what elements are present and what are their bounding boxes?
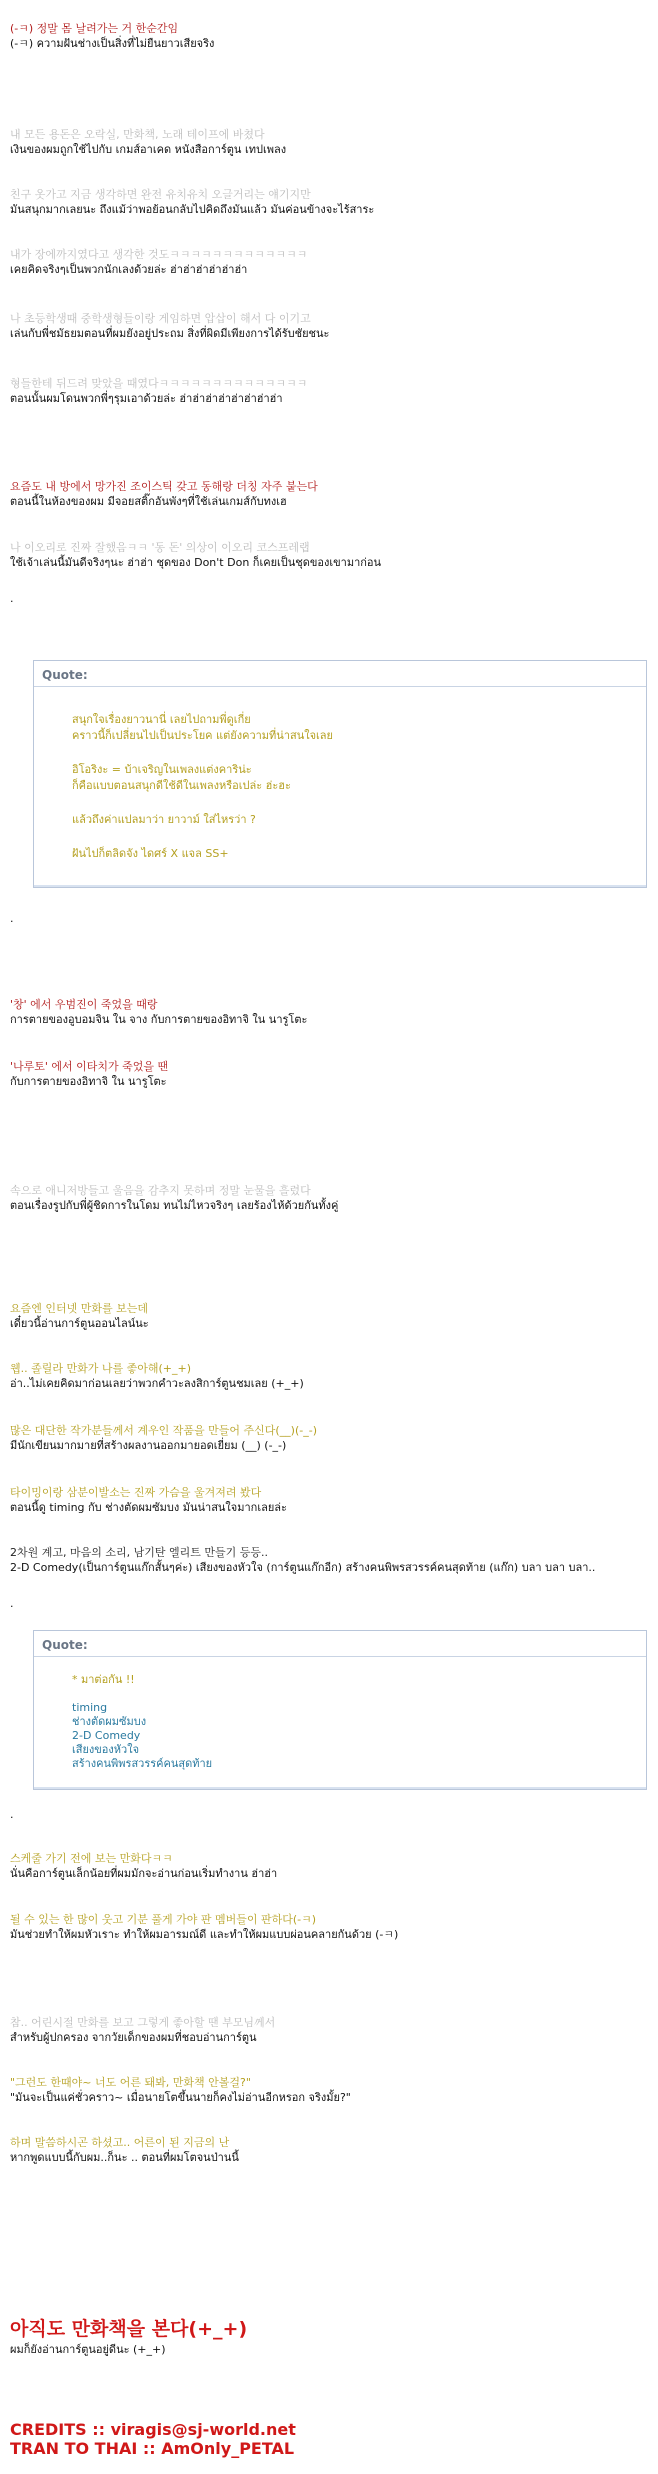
korean-line: 스케줄 가기 전에 보는 만화다ㅋㅋ xyxy=(10,1852,173,1865)
korean-line: 속으로 애니저방들고 울음을 감추지 못하며 정말 눈물을 흘렸다 xyxy=(10,1184,311,1197)
korean-line: 웹.. 졸릴라 만화가 나를 좋아해(+_+) xyxy=(10,1362,192,1375)
quote-title: * มาต่อกัน !! xyxy=(72,1673,135,1686)
quote-header: Quote: xyxy=(34,1631,646,1657)
korean-line: 형들한테 뒤드려 맞았을 때였다ㅋㅋㅋㅋㅋㅋㅋㅋㅋㅋㅋㅋㅋㅋ xyxy=(10,377,308,390)
korean-line: 나 초등학생때 중학생형들이랑 게임하면 압삽이 해서 다 이기고 xyxy=(10,312,311,325)
thai-line: การตายของอูบอมจิน ใน จาง กับการตายของอิทาจิ ใน นารูโตะ xyxy=(10,1013,308,1026)
quote-item: สร้างคนพิพรสวรรค์คนสุดท้าย xyxy=(72,1757,213,1770)
thai-line: หากพูดแบบนี้กับผม..ก็นะ .. ตอนที่ผมโตจนป่านนี้ xyxy=(10,2151,239,2164)
thai-line: เงินของผมถูกใช้ไปกับ เกมส์อาเคด หนังสือการ์ตูน เทปเพลง xyxy=(10,143,287,156)
thai-line: มันสนุกมากเลยนะ ถึงแม้ว่าพอย้อนกลับไปคิดถึงมันแล้ว มันค่อนข้างจะไร้สาระ xyxy=(10,203,375,216)
quote-item: ช่างตัดผมซัมบง xyxy=(72,1715,147,1728)
korean-line: 2차원 계고, 마음의 소리, 남기탄 엘리트 만들기 등등.. xyxy=(10,1546,268,1559)
thai-line: (-ㅋ) ความฝันช่างเป็นสิ่งที่ไม่ยืนยาวเสียจริง xyxy=(10,37,215,50)
thai-line: "มันจะเป็นแค่ชั่วคราว~ เมื่อนายโตขึ้นนายก็คงไม่อ่านอีกหรอก จริงมั้ย?" xyxy=(10,2091,351,2104)
thai-line: อ่า..ไม่เคยคิดมาก่อนเลยว่าพวกคำวะลงสิการ์ตูนชมเลย (+_+) xyxy=(10,1377,304,1390)
korean-line: 많은 대단한 작가분들께서 계우인 작품을 만들어 주신다(__)(-_-) xyxy=(10,1424,317,1437)
closing-headline: 아직도 만화책을 본다(+_+) xyxy=(10,2318,248,2340)
separator-dot: . xyxy=(10,1597,14,1610)
thai-line: ตอนนี้ในห้องของผม มีจอยสติ๊กอันพังๆที่ใช้เล่นเกมส์กับทงเฮ xyxy=(10,495,287,508)
quote-item: timing xyxy=(72,1701,108,1714)
korean-line: 하며 말씀하시곤 하셨고.. 어른이 된 지금의 난 xyxy=(10,2136,230,2149)
translator-text: TRAN TO THAI :: AmOnly_PETAL xyxy=(10,2439,295,2458)
quote-item: 2-D Comedy xyxy=(72,1729,141,1742)
thai-line: เดี๋ยวนี้อ่านการ์ตูนออนไลน์นะ xyxy=(10,1317,149,1330)
thai-line: มีนักเขียนมากมายที่สร้างผลงานออกมายอดเยี่ยม (__) (-_-) xyxy=(10,1439,287,1452)
korean-line: 내 모든 용돈은 오락실, 만화책, 노래 테이프에 바쳤다 xyxy=(10,128,265,141)
quote-box xyxy=(33,660,647,888)
quote-line: คราวนี้ก็เปลี่ยนไปเป็นประโยค แต่ยังความที่น่าสนใจเลย xyxy=(72,729,333,742)
thai-line: นั่นคือการ์ตูนเล็กน้อยที่ผมมักจะอ่านก่อนเริ่มทำงาน ฮ่าฮ่า xyxy=(10,1867,278,1880)
thai-line: สำหรับผู้ปกครอง จากวัยเด็กของผมที่ชอบอ่านการ์ตูน xyxy=(10,2031,257,2044)
korean-line: 요즘도 내 방에서 망가진 조이스틱 갖고 동해랑 더칭 자주 붙는다 xyxy=(10,480,318,493)
quote-line: ก็คือแบบตอนสนุกดีใช้ดีในเพลงหรือเปล่ะ ฮ่ะฮะ xyxy=(72,779,291,792)
korean-line: 나 이오리로 진짜 잘했음ㅋㅋ '동 돈' 의상이 이오리 코스프레랩 xyxy=(10,541,310,554)
quote-line: อิโอริงะ = บ้าเจริญในเพลงแต่งคาริน่ะ xyxy=(72,763,252,776)
quote-item: เสียงของหัวใจ xyxy=(72,1743,140,1756)
thai-line: ใช้เจ้าเล่นนี้มันดีจริงๆนะ ฮ่าฮ่า ชุดของ Don't Don ก็เคยเป็นชุดของเขามาก่อน xyxy=(10,556,382,569)
korean-line: 될 수 있는 한 많이 웃고 기분 풀게 가야 판 멤버들이 판하다(-ㅋ) xyxy=(10,1913,317,1926)
separator-dot: . xyxy=(10,912,14,925)
thai-line: ผมก็ยังอ่านการ์ตูนอยู่ดีนะ (+_+) xyxy=(10,2343,166,2356)
quote-line: แล้วถึงค่าแปลมาว่า ยาวาม์ ใส่ไหรว่า ? xyxy=(72,813,256,826)
korean-line: 참.. 어린시절 만화를 보고 그렇게 좋아할 땐 부모님께서 xyxy=(10,2016,276,2029)
credits-line xyxy=(10,2421,296,2439)
korean-line: 타이밍이랑 삼분이발소는 진짜 가슴을 울겨져려 봤다 xyxy=(10,1486,262,1499)
quote-line: ฝันไปก็ตลิดจัง ไดศร์ X แจล SS+ xyxy=(72,847,229,860)
korean-line: (-ㅋ) 정말 몸 날려가는 거 한순간임 xyxy=(10,22,179,35)
thai-line: กับการตายของอิทาจิ ใน นารูโตะ xyxy=(10,1075,167,1088)
thai-line: ตอนนี้ดู timing กับ ช่างตัดผมซัมบง มันน่าสนใจมากเลยล่ะ xyxy=(10,1501,287,1514)
korean-line: "그런도 한때야~ 너도 어른 돼봐, 만화책 안볼걸?" xyxy=(10,2076,251,2089)
quote-box xyxy=(33,1630,647,1790)
translator-line xyxy=(10,2440,294,2458)
korean-line: '창' 에서 우범진이 죽었을 때랑 xyxy=(10,998,158,1011)
thai-line: เคยคิดจริงๆเป็นพวกนักเลงด้วยล่ะ ฮ่าฮ่าฮ่าฮ่าฮ่าฮ่า xyxy=(10,263,248,276)
thai-line: ตอนเรื่องรูปกับพี่ผู้ชิดการในโดม ทนไม่ไหวจริงๆ เลยร้องไห้ด้วยกันทั้งคู่ xyxy=(10,1199,339,1212)
credits-text: CREDITS :: viragis@sj-world.net xyxy=(10,2420,296,2439)
korean-line: '나루토' 에서 이타치가 죽었을 땐 xyxy=(10,1060,169,1073)
thai-line: ตอนนั้นผมโดนพวกพี่ๆรุมเอาด้วยล่ะ ฮ่าฮ่าฮ่าฮ่าฮ่าฮ่าฮ่าฮ่า xyxy=(10,392,283,405)
thai-line: 2-D Comedy(เป็นการ์ตูนแก๊กสั้นๆค่ะ) เสียงของหัวใจ (การ์ตูนแก๊กอีก) สร้างคนพิพรสวรรค์คนสุดท้าย (แก๊ก) บลา บลา บลา.. xyxy=(10,1561,596,1574)
korean-line: 친구 옷가고 지금 생각하면 완전 유치유치 오글거리는 얘기지만 xyxy=(10,188,311,201)
korean-line: 요즘엔 인터넷 만화를 보는데 xyxy=(10,1302,149,1315)
thai-line: เล่นกับพี่ชมัธยมตอนที่ผมยังอยู่ประถม สิ่งที่ผิดมีเพียงการได้รับชัยชนะ xyxy=(10,327,330,340)
quote-line: สนุกใจเรื่องยาวนานี่ เลยไปถามพี่ดูเกี่ย xyxy=(72,713,251,726)
korean-line: 내가 장에까지였다고 생각한 것도ㅋㅋㅋㅋㅋㅋㅋㅋㅋㅋㅋㅋㅋ xyxy=(10,248,308,261)
quote-header: Quote: xyxy=(34,661,646,687)
separator-dot: . xyxy=(10,1808,14,1821)
separator-dot: . xyxy=(10,592,14,605)
thai-line: มันช่วยทำให้ผมหัวเราะ ทำให้ผมอารมณ์ดี และทำให้ผมแบบผ่อนคลายกันด้วย (-ㅋ) xyxy=(10,1928,399,1941)
